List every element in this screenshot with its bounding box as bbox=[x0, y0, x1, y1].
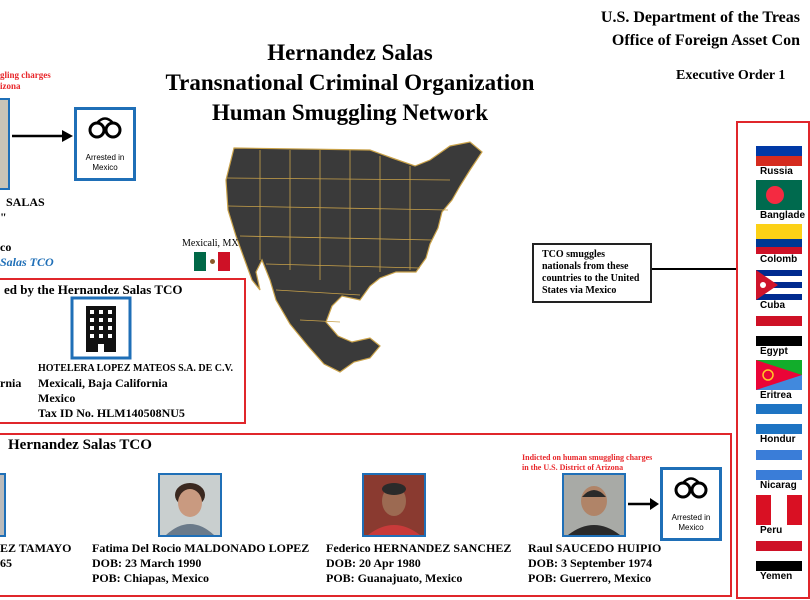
nicaragua-flag-icon bbox=[756, 450, 802, 480]
member-4-note-line-1: Indicted on human smuggling charges bbox=[522, 453, 653, 462]
member-3-dob: DOB: 20 Apr 1980 bbox=[326, 556, 421, 570]
member-4-note-line-2: in the U.S. District of Arizona bbox=[522, 463, 624, 472]
title-line-1: Hernandez Salas bbox=[267, 40, 433, 65]
entity-left-fragment: rnia bbox=[0, 376, 22, 390]
mexico-flag-icon bbox=[194, 252, 230, 271]
member-3-photo bbox=[362, 473, 426, 537]
russia-flag-icon bbox=[756, 136, 802, 166]
member-2 bbox=[92, 541, 309, 586]
handcuffs-icon bbox=[671, 470, 711, 506]
member-4-indicted-note bbox=[522, 453, 652, 473]
department-line-2: Office of Foreign Asset Con bbox=[611, 32, 800, 49]
person-photo-icon bbox=[160, 475, 220, 535]
leader-alias: " bbox=[0, 210, 7, 224]
member-4-name: Raul SAUCEDO HUIPIO bbox=[528, 541, 662, 555]
member-2-name: Fatima Del Rocio MALDONADO LOPEZ bbox=[92, 541, 310, 555]
map-landmass bbox=[226, 142, 482, 372]
egypt-flag-icon bbox=[756, 316, 802, 346]
north-america-map bbox=[220, 140, 490, 375]
title-line-3: Human Smuggling Network bbox=[211, 100, 489, 125]
mexicali-label: Mexicali, MX bbox=[182, 238, 239, 249]
member-4 bbox=[528, 541, 661, 586]
network-box bbox=[0, 433, 732, 597]
building-icon bbox=[72, 298, 130, 358]
smuggle-note: TCO smuggles nationals from these countries to the United States via Mexico bbox=[532, 243, 652, 303]
member-4-dob: DOB: 3 September 1974 bbox=[528, 556, 653, 570]
member-2-photo bbox=[158, 473, 222, 537]
leader-indicted-note bbox=[0, 70, 51, 92]
connector-line bbox=[652, 268, 738, 270]
eritrea-flag-icon bbox=[756, 360, 802, 390]
executive-order: Executive Order 1 bbox=[676, 68, 786, 83]
country-russia: Russia bbox=[760, 166, 793, 177]
member-3 bbox=[326, 541, 511, 586]
hotel-name: HOTELERA LOPEZ MATEOS S.A. DE C.V. bbox=[38, 363, 233, 374]
country-honduras: Hondur bbox=[760, 434, 796, 445]
member-1-name: EZ TAMAYO bbox=[0, 541, 72, 555]
country-colombia: Colomb bbox=[760, 254, 798, 265]
department-heading bbox=[601, 6, 800, 52]
country-cuba: Cuba bbox=[760, 300, 785, 311]
hotel-city: Mexicali, Baja California bbox=[38, 376, 168, 390]
hotel-entity bbox=[38, 361, 233, 421]
arrow-icon bbox=[626, 497, 660, 511]
person-photo-icon bbox=[564, 475, 624, 535]
country-peru: Peru bbox=[760, 525, 783, 536]
country-egypt: Egypt bbox=[760, 346, 788, 357]
leader-country: co bbox=[0, 240, 12, 254]
member-1-photo bbox=[0, 473, 6, 537]
yemen-flag-icon bbox=[756, 541, 802, 571]
cuba-flag-icon bbox=[756, 270, 802, 300]
entities-box bbox=[0, 278, 246, 424]
handcuffs-icon bbox=[85, 110, 125, 146]
hotel-tax-id: Tax ID No. HLM140508NU5 bbox=[38, 406, 185, 420]
leader-arrest-label: Arrested in Mexico bbox=[85, 153, 125, 172]
member-4-pob: POB: Guerrero, Mexico bbox=[528, 571, 652, 585]
entities-header: ed by the Hernandez Salas TCO bbox=[4, 282, 183, 297]
member-4-arrest-box bbox=[660, 467, 722, 541]
bangladesh-flag-icon bbox=[756, 180, 802, 210]
leader-name: SALAS bbox=[6, 195, 45, 209]
title-line-2: Transnational Criminal Organization bbox=[165, 70, 535, 95]
member-4-arrest-label: Arrested in Mexico bbox=[671, 513, 711, 532]
member-2-pob: POB: Chiapas, Mexico bbox=[92, 571, 209, 585]
country-nicaragua: Nicarag bbox=[760, 480, 797, 491]
country-bangladesh: Banglade bbox=[760, 210, 806, 221]
member-2-dob: DOB: 23 March 1990 bbox=[92, 556, 202, 570]
member-3-pob: POB: Guanajuato, Mexico bbox=[326, 571, 463, 585]
member-1 bbox=[0, 541, 71, 571]
leader-tco: Salas TCO bbox=[0, 255, 54, 269]
country-yemen: Yemen bbox=[760, 571, 793, 582]
colombia-flag-icon bbox=[756, 224, 802, 254]
network-header: Hernandez Salas TCO bbox=[8, 437, 152, 453]
leader-arrest-box bbox=[74, 107, 136, 181]
leader-note-line-2: izona bbox=[0, 81, 21, 91]
member-3-name: Federico HERNANDEZ SANCHEZ bbox=[326, 541, 512, 555]
page-title bbox=[100, 38, 600, 128]
country-eritrea: Eritrea bbox=[760, 390, 792, 401]
person-photo-icon bbox=[364, 475, 424, 535]
member-4-photo bbox=[562, 473, 626, 537]
peru-flag-icon bbox=[756, 495, 802, 525]
arrow-icon bbox=[10, 128, 74, 144]
department-line-1: U.S. Department of the Treas bbox=[600, 9, 800, 26]
honduras-flag-icon bbox=[756, 404, 802, 434]
member-1-dob: 65 bbox=[0, 556, 12, 570]
leader-note-line-1: gling charges bbox=[0, 70, 51, 80]
hotel-country: Mexico bbox=[38, 391, 76, 405]
leader-photo bbox=[0, 98, 10, 190]
